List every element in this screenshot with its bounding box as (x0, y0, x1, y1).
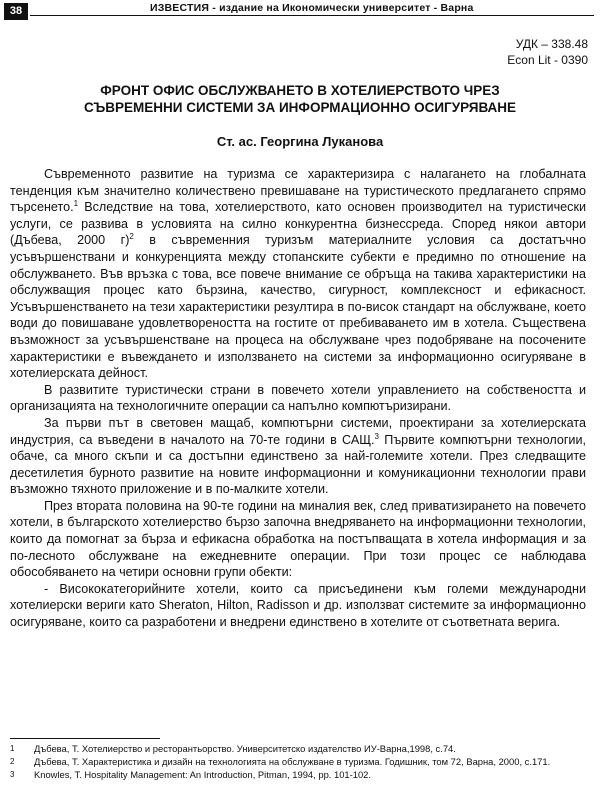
title-line-1: ФРОНТ ОФИС ОБСЛУЖВАНЕТО В ХОТЕЛИЕРСТВОТО ЧРЕЗ (100, 83, 500, 98)
author-name: Ст. ас. Георгина Луканова (216, 134, 384, 149)
classification-codes (507, 36, 588, 68)
footnote-1 (10, 742, 590, 755)
paragraph-1-part-a: Съвременното развитие на туризма се характеризира с налагането на глобалната тенденция към значително количествено превишаване на туристическото предлагането спрямо търсенето. (10, 167, 586, 215)
udk-code: УДК – 338.48 (515, 37, 588, 51)
footnote-ref-1[interactable]: 1 (73, 199, 79, 208)
footnote-mark: 1 (10, 744, 15, 753)
paragraph-4: През втората половина на 90-те години на миналия век, след приватизирането на повечето хотели, в българското хотелиерство бързо започна внедряването на информационни технологии, които да помогнат за бърза и ефикасна обработка на постъпващата в хотела информация и за по-лесното обслужване на ежедневните операции. При този процес се наблюдава обособяването на четири основни групи обекти: (10, 498, 586, 580)
paragraph-1-part-c: в съвременния туризъм материалните условия са достатъчно усъвършенствани и конкуренцията между стопанските субекти е предимно по отношение на обслужването. Във връзка с това, все повече внимание се обръща на такива характеристики на обслужващия процес като бързина, качество, сигурност, комплексност и ефикасност. Усъвършенстването на тези характеристики резултира в по-висок стандарт на обслужване, което води до повишаване удовлетвореността на гостите от пребиваването им в хотела. Съществена възможност за усъвършенстване на процеса на обслужване чрез подобряване на посочените характеристики е въвеждането и използването на системи за информационно осигуряване в хотелиерската дейност. (10, 233, 586, 381)
footnote-3 (10, 768, 590, 781)
paragraph-3-part-a: За първи път в световен мащаб, компютърни системи, проектирани за хотелиерската индустрия, са въведени в началото на 70-те години в САЩ. (10, 415, 586, 447)
footnote-ref-2[interactable]: 2 (129, 232, 134, 242)
footnote-mark: 2 (10, 757, 15, 766)
footnote-rule (10, 738, 160, 739)
paragraph-5: - Висококатегорийните хотели, които са присъединени към големи международни хотелиерски вериги като Sheraton, Hilton, Radisson и др. използват системите за информационно осигуряване, които са разработени и внедрени единствено в хотелите от съответната верига. (10, 581, 586, 630)
paragraph-2: В развитите туристически страни в повечето хотели управлението на собствеността и организацията на технологичните операции са напълно компютъризирани. (10, 382, 586, 414)
footnote-ref-3[interactable]: 3 (374, 431, 379, 441)
article-title (40, 82, 560, 116)
title-line-2: СЪВРЕМЕННИ СИСТЕМИ ЗА ИНФОРМАЦИОННО ОСИГУРЯВАНЕ (83, 100, 517, 115)
page-header (0, 0, 600, 22)
footnote-text: Дъбева, Т. Характеристика и дизайн на технологията на обслужване в туризма. Годишник, том 72, Варна, 2000, с.171. (34, 756, 551, 767)
paragraph-3 (10, 415, 586, 498)
econ-lit-code: Econ Lit - 0390 (507, 53, 588, 67)
paragraph-3-part-b: Първите компютърни технологии, обаче, са много скъпи и са достъпни единствено за най-големите хотели. През следващите десетилетия бурното развитие на новите информационни и комуникационни технологии прави възможно тяхното приложение и в по-малките хотели. (10, 432, 586, 497)
header-rule (30, 15, 594, 16)
page-number: 38 (4, 3, 28, 20)
footnote-text: Knowles, T. Hospitality Management: An Introduction, Pitman, 1994, pp. 101-102. (34, 769, 372, 780)
paragraph-1-part-b: Вследствие на това, хотелиерството, като основен производител на туристически услуги, се развива в условията на силно конкурентна бизнессреда. Според някои автори (Дъбева, 2000 г) (10, 200, 586, 248)
footnote-2 (10, 755, 590, 768)
running-title: ИЗВЕСТИЯ - издание на Икономически университет - Варна (150, 2, 474, 14)
footnote-mark: 3 (10, 770, 15, 779)
footnote-text: Дъбева, Т. Хотелиерство и ресторантьорство. Университетско издателство ИУ-Варна,1998, с.74. (34, 743, 456, 754)
article-body (10, 166, 586, 631)
footnotes (10, 742, 590, 781)
paragraph-1 (10, 166, 586, 382)
